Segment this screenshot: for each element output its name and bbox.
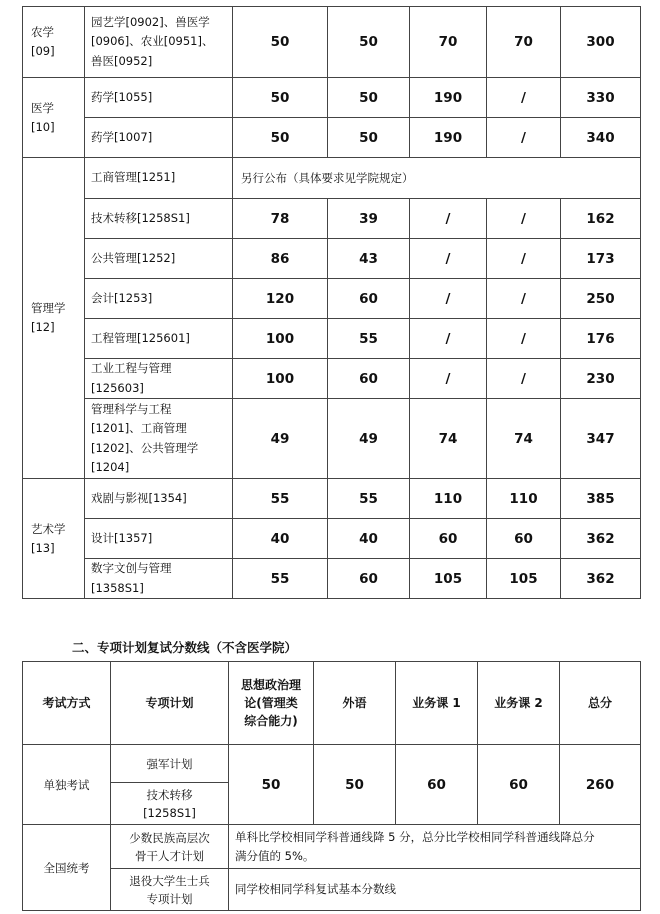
plan-qiangjun: 强军计划: [111, 745, 229, 783]
header-cell: 外语: [314, 662, 396, 745]
score-cell: 105: [410, 559, 487, 599]
score-cell: /: [410, 199, 487, 239]
table-row: [23, 825, 641, 869]
plan-jishu: 技术转移 [1258S1]: [111, 783, 229, 825]
major-cell: 公共管理[1252]: [85, 239, 233, 279]
score-total: 347: [561, 399, 641, 479]
major-cell: 工程管理[125601]: [85, 319, 233, 359]
score-cell: /: [487, 359, 561, 399]
score-cell: /: [487, 199, 561, 239]
table-row: [23, 199, 641, 239]
score-cell: 50: [328, 118, 410, 158]
major-cell: 戏剧与影视[1354]: [85, 479, 233, 519]
score-cell: 50: [314, 745, 396, 825]
score-table-2: [22, 661, 641, 911]
major-cell: 数字文创与管理 [1358S1]: [85, 559, 233, 599]
table-row: [23, 559, 641, 599]
score-cell: 55: [328, 319, 410, 359]
score-cell: 70: [487, 7, 561, 78]
table-row: [23, 745, 641, 783]
score-cell: /: [487, 239, 561, 279]
section-title: 二、专项计划复试分数线（不含医学院）: [72, 640, 298, 655]
score-cell: 55: [328, 479, 410, 519]
major-cell: 管理科学与工程 [1201]、工商管理 [1202]、公共管理学 [1204]: [85, 399, 233, 479]
score-cell: 40: [233, 519, 328, 559]
major-cell: 园艺学[0902]、兽医学 [0906]、农业[0951]、 兽医[0952]: [85, 7, 233, 78]
table-row: [23, 399, 641, 479]
score-cell: 100: [233, 319, 328, 359]
score-cell: 60: [396, 745, 478, 825]
note-cell: 另行公布（具体要求见学院规定）: [233, 158, 641, 199]
major-cell: 工业工程与管理 [125603]: [85, 359, 233, 399]
score-total: 340: [561, 118, 641, 158]
category-management: 管理学 [12]: [23, 158, 85, 479]
score-cell: /: [410, 239, 487, 279]
score-total: 330: [561, 78, 641, 118]
score-cell: /: [487, 118, 561, 158]
plan-veteran: 退役大学生士兵 专项计划: [111, 869, 229, 911]
score-cell: /: [487, 319, 561, 359]
category-arts: 艺术学 [13]: [23, 479, 85, 599]
score-cell: 50: [328, 7, 410, 78]
major-cell: 设计[1357]: [85, 519, 233, 559]
score-cell: 70: [410, 7, 487, 78]
score-total: 260: [560, 745, 641, 825]
table-row: [23, 359, 641, 399]
header-cell: 业务课 2: [478, 662, 560, 745]
category-medicine: 医学 [10]: [23, 78, 85, 158]
major-cell: 药学[1007]: [85, 118, 233, 158]
score-cell: /: [410, 279, 487, 319]
veteran-rule: 同学校相同学科复试基本分数线: [229, 869, 641, 911]
score-cell: 190: [410, 78, 487, 118]
score-cell: /: [487, 78, 561, 118]
score-cell: 50: [328, 78, 410, 118]
score-cell: 50: [233, 7, 328, 78]
score-cell: 40: [328, 519, 410, 559]
table-row: [23, 279, 641, 319]
header-cell: 思想政治理 论(管理类 综合能力): [229, 662, 314, 745]
table-row: [23, 239, 641, 279]
score-cell: 60: [328, 359, 410, 399]
score-total: 230: [561, 359, 641, 399]
score-total: 385: [561, 479, 641, 519]
header-cell: 业务课 1: [396, 662, 478, 745]
score-cell: /: [410, 319, 487, 359]
score-cell: 50: [233, 78, 328, 118]
table-row: [23, 118, 641, 158]
mode-single: 单独考试: [23, 745, 111, 825]
score-cell: /: [410, 359, 487, 399]
score-cell: 49: [328, 399, 410, 479]
score-total: 176: [561, 319, 641, 359]
category-agriculture: 农学 [09]: [23, 7, 85, 78]
score-total: 250: [561, 279, 641, 319]
score-cell: 50: [233, 118, 328, 158]
score-cell: 55: [233, 479, 328, 519]
score-total: 162: [561, 199, 641, 239]
score-cell: 110: [410, 479, 487, 519]
major-cell: 会计[1253]: [85, 279, 233, 319]
score-cell: 60: [478, 745, 560, 825]
mode-national: 全国统考: [23, 825, 111, 911]
table-row: [23, 869, 641, 911]
score-total: 362: [561, 519, 641, 559]
score-cell: 49: [233, 399, 328, 479]
score-cell: 100: [233, 359, 328, 399]
table-row: [23, 78, 641, 118]
score-cell: 60: [410, 519, 487, 559]
plan-minority: 少数民族高层次 骨干人才计划: [111, 825, 229, 869]
table-row: [23, 479, 641, 519]
table-row: [23, 319, 641, 359]
score-cell: 50: [229, 745, 314, 825]
header-cell: 专项计划: [111, 662, 229, 745]
score-cell: 55: [233, 559, 328, 599]
table-row: [23, 7, 641, 78]
header-cell: 总分: [560, 662, 641, 745]
score-table-1: [22, 6, 641, 599]
score-cell: 120: [233, 279, 328, 319]
table-row: [23, 519, 641, 559]
header-cell: 考试方式: [23, 662, 111, 745]
score-cell: 105: [487, 559, 561, 599]
major-cell: 工商管理[1251]: [85, 158, 233, 199]
minority-rule: 单科比学校相同学科普通线降 5 分，总分比学校相同学科普通线降总分 满分值的 5%。: [229, 825, 641, 869]
major-cell: 药学[1055]: [85, 78, 233, 118]
score-total: 173: [561, 239, 641, 279]
score-cell: 39: [328, 199, 410, 239]
score-total: 300: [561, 7, 641, 78]
score-cell: /: [487, 279, 561, 319]
score-cell: 60: [328, 559, 410, 599]
score-cell: 86: [233, 239, 328, 279]
score-cell: 74: [487, 399, 561, 479]
score-cell: 74: [410, 399, 487, 479]
score-cell: 190: [410, 118, 487, 158]
score-cell: 110: [487, 479, 561, 519]
score-total: 362: [561, 559, 641, 599]
score-cell: 60: [328, 279, 410, 319]
major-cell: 技术转移[1258S1]: [85, 199, 233, 239]
score-cell: 60: [487, 519, 561, 559]
table-row: [23, 158, 641, 199]
score-cell: 78: [233, 199, 328, 239]
score-cell: 43: [328, 239, 410, 279]
header-row: [23, 662, 641, 745]
